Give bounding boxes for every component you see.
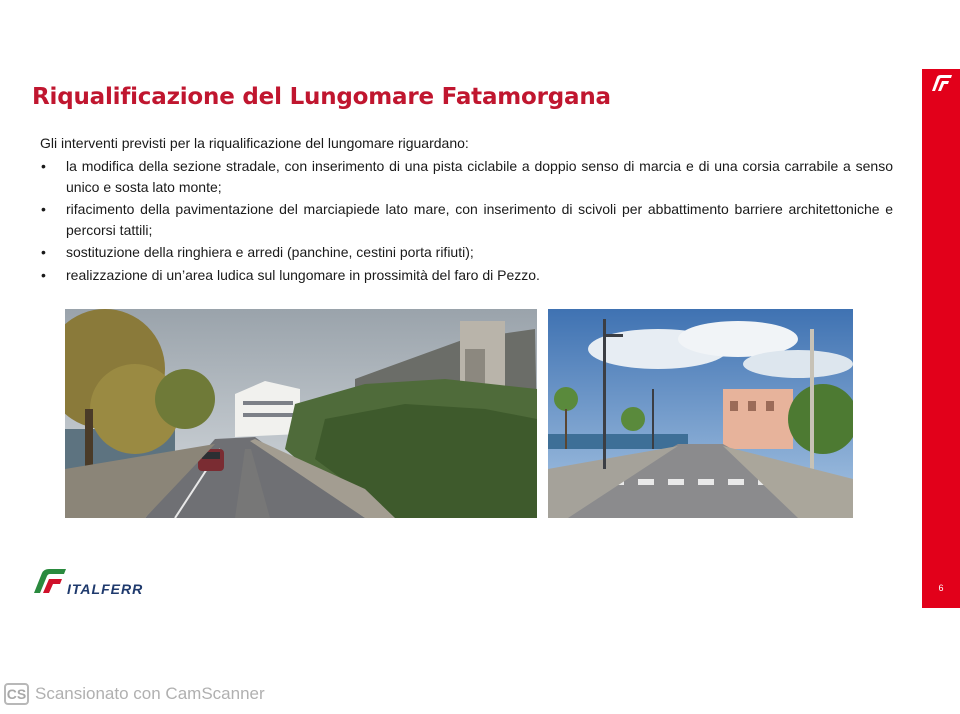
street-photo-right (548, 309, 853, 518)
slide-title: Riqualificazione del Lungomare Fatamorgana (32, 84, 611, 110)
bullet-icon: • (41, 201, 46, 217)
bullet-text: realizzazione di un’area ludica sul lungomare in prossimità del faro di Pezzo. (66, 266, 540, 283)
accent-sidebar (922, 69, 960, 608)
intro-text: Gli interventi previsti per la riqualificazione del lungomare riguardano: (40, 135, 469, 151)
list-item (40, 156, 893, 197)
list-item (40, 242, 893, 263)
bullet-text: la modifica della sezione stradale, con inserimento di una pista ciclabile a doppio senso di marcia e di una corsia carrabile a senso unico e sosta lato monte; (66, 158, 893, 195)
camscanner-icon: CS (4, 683, 29, 705)
camscanner-text: Scansionato con CamScanner (35, 684, 265, 703)
camscanner-watermark (4, 683, 265, 705)
list-item (40, 199, 893, 240)
street-photo-left (65, 309, 537, 518)
italferr-logo-icon (32, 565, 68, 595)
fs-logo-icon (928, 73, 954, 93)
italferr-logo-text: ITALFERR (67, 581, 144, 597)
list-item (40, 265, 893, 286)
bullet-icon: • (41, 158, 46, 174)
bullet-text: rifacimento della pavimentazione del marciapiede lato mare, con inserimento di scivoli per abbattimento barriere architettoniche e percorsi tattili; (66, 201, 893, 238)
page-number: 6 (938, 583, 944, 593)
bullet-text: sostituzione della ringhiera e arredi (panchine, cestini porta rifiuti); (66, 244, 474, 260)
bullet-icon: • (41, 266, 46, 283)
bullet-icon: • (41, 244, 46, 260)
bullet-list (40, 156, 893, 287)
